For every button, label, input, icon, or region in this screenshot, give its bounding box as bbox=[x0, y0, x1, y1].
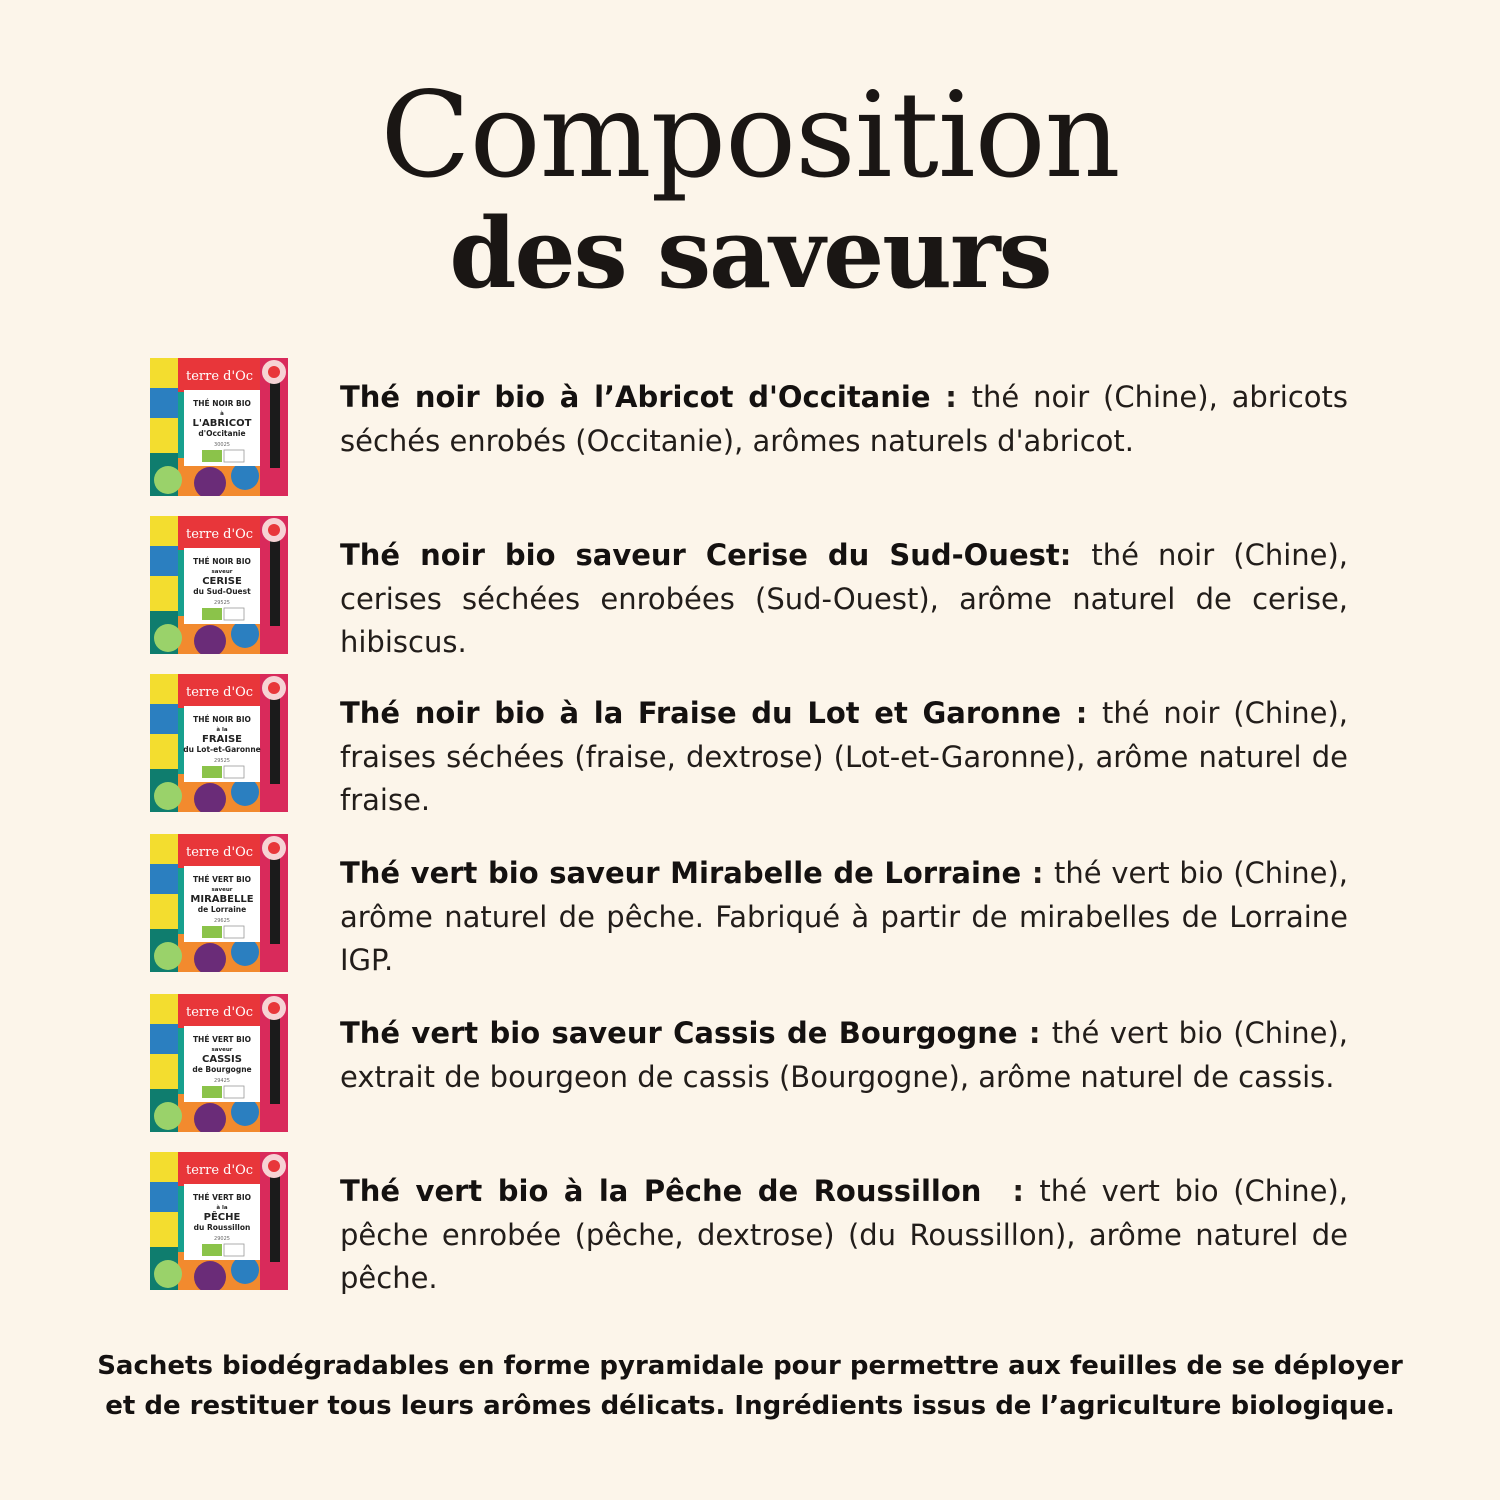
pack-flavor-text: PÊCHE bbox=[203, 1212, 241, 1223]
pack-origin-text: du Lot-et-Garonne bbox=[183, 745, 261, 754]
flavor-item bbox=[150, 834, 1350, 977]
pack-origin-text: du Sud-Ouest bbox=[193, 587, 251, 596]
pack-brand-text: terre d'Oc bbox=[186, 685, 254, 700]
flavor-item bbox=[150, 1152, 1350, 1295]
flavor-ingredients: thé noir (Chine), abricots séchés enrobés (Occitanie), arômes naturels d'abricot. bbox=[340, 380, 1348, 458]
flavor-description bbox=[340, 376, 1348, 463]
pack-origin-text: d'Occitanie bbox=[198, 429, 246, 438]
flavor-separator: : bbox=[1059, 538, 1092, 572]
flavor-name: Thé vert bio à la Pêche de Roussillon bbox=[340, 1174, 982, 1208]
tea-pack-image bbox=[150, 834, 288, 972]
flavor-name: Thé noir bio à l’Abricot d'Occitanie bbox=[340, 380, 931, 414]
pack-flavor-text: MIRABELLE bbox=[190, 894, 254, 905]
tea-pack-illustration bbox=[150, 1152, 288, 1290]
pack-flavor-text: L'ABRICOT bbox=[192, 418, 252, 429]
flavor-ingredients: thé noir (Chine), cerises séchées enrobées (Sud-Ouest), arôme naturel de cerise, hibiscus. bbox=[340, 538, 1349, 659]
flavor-name: Thé noir bio saveur Cerise du Sud-Ouest bbox=[340, 538, 1060, 572]
pack-type-text: THÉ NOIR BIO bbox=[193, 557, 251, 566]
tea-pack-image bbox=[150, 358, 288, 496]
flavor-separator: : bbox=[1021, 856, 1055, 890]
flavor-separator: : bbox=[981, 1174, 1040, 1208]
flavor-separator: : bbox=[1017, 1016, 1052, 1050]
footer-note bbox=[0, 1346, 1500, 1426]
footer-line-2: et de restituer tous leurs arômes délicats. Ingrédients issus de l’agriculture biologique. bbox=[105, 1391, 1395, 1421]
pack-brand-text: terre d'Oc bbox=[186, 1163, 254, 1178]
pack-origin-text: de Bourgogne bbox=[192, 1065, 252, 1074]
pack-conn-text: saveur bbox=[211, 887, 233, 893]
flavor-ingredients: thé noir (Chine), fraises séchées (fraise, dextrose) (Lot-et-Garonne), arôme naturel de fraise. bbox=[340, 696, 1349, 817]
pack-type-text: THÉ VERT BIO bbox=[192, 1193, 252, 1202]
tea-pack-illustration bbox=[150, 674, 288, 812]
flavor-ingredients: thé vert bio (Chine), extrait de bourgeon de cassis (Bourgogne), arôme naturel de cassis. bbox=[340, 1016, 1348, 1094]
flavor-separator: : bbox=[1061, 696, 1102, 730]
pack-lot-text: 29525 bbox=[214, 600, 230, 606]
flavor-name: Thé vert bio saveur Mirabelle de Lorraine bbox=[340, 856, 1022, 890]
pack-lot-text: 30025 bbox=[214, 442, 230, 448]
pack-lot-text: 29425 bbox=[214, 1078, 230, 1084]
flavor-separator: : bbox=[930, 380, 972, 414]
pack-lot-text: 29625 bbox=[214, 918, 230, 924]
pack-type-text: THÉ VERT BIO bbox=[192, 1035, 252, 1044]
pack-flavor-text: CERISE bbox=[202, 576, 242, 587]
pack-type-text: THÉ VERT BIO bbox=[192, 875, 252, 884]
pack-brand-text: terre d'Oc bbox=[186, 369, 254, 384]
tea-pack-image bbox=[150, 1152, 288, 1290]
flavor-description bbox=[340, 692, 1348, 823]
flavor-name: Thé noir bio à la Fraise du Lot et Garonne bbox=[340, 696, 1062, 730]
footer-line-1: Sachets biodégradables en forme pyramidale pour permettre aux feuilles de se déployer bbox=[97, 1351, 1403, 1381]
pack-conn-text: à la bbox=[216, 727, 228, 733]
pack-brand-text: terre d'Oc bbox=[186, 527, 254, 542]
pack-conn-text: à bbox=[220, 411, 224, 417]
pack-flavor-text: FRAISE bbox=[201, 734, 243, 745]
tea-pack-image bbox=[150, 516, 288, 654]
pack-origin-text: du Roussillon bbox=[193, 1223, 251, 1232]
tea-pack-image bbox=[150, 674, 288, 812]
flavor-item bbox=[150, 358, 1350, 498]
pack-brand-text: terre d'Oc bbox=[186, 1005, 254, 1020]
title-line-1: Composition bbox=[380, 66, 1120, 204]
flavor-description bbox=[340, 534, 1348, 665]
title bbox=[0, 66, 1500, 310]
pack-lot-text: 29025 bbox=[214, 1236, 230, 1242]
title-line-2: des saveurs bbox=[449, 197, 1051, 310]
pack-type-text: THÉ NOIR BIO bbox=[193, 399, 251, 408]
pack-conn-text: à la bbox=[216, 1205, 228, 1211]
flavor-name: Thé vert bio saveur Cassis de Bourgogne bbox=[340, 1016, 1018, 1050]
tea-pack-illustration bbox=[150, 834, 288, 972]
flavor-ingredients: thé vert bio (Chine), arôme naturel de pêche. Fabriqué à partir de mirabelles de Lorraine IGP. bbox=[340, 856, 1348, 977]
tea-pack-illustration bbox=[150, 994, 288, 1132]
tea-pack-illustration bbox=[150, 516, 288, 654]
pack-lot-text: 29525 bbox=[214, 758, 230, 764]
flavor-description bbox=[340, 1170, 1348, 1301]
flavor-item bbox=[150, 516, 1350, 659]
pack-brand-text: terre d'Oc bbox=[186, 845, 254, 860]
flavor-description bbox=[340, 1012, 1348, 1099]
flavor-description bbox=[340, 852, 1348, 983]
tea-pack-illustration bbox=[150, 358, 288, 496]
flavor-ingredients: thé vert bio (Chine), pêche enrobée (pêche, dextrose) (du Roussillon), arôme naturel de pêche. bbox=[340, 1174, 1349, 1295]
pack-conn-text: saveur bbox=[211, 569, 233, 575]
pack-origin-text: de Lorraine bbox=[197, 905, 247, 914]
flavor-item bbox=[150, 994, 1350, 1134]
tea-pack-image bbox=[150, 994, 288, 1132]
pack-type-text: THÉ NOIR BIO bbox=[193, 715, 251, 724]
pack-flavor-text: CASSIS bbox=[202, 1054, 242, 1065]
pack-conn-text: saveur bbox=[211, 1047, 233, 1053]
flavor-item bbox=[150, 674, 1350, 817]
